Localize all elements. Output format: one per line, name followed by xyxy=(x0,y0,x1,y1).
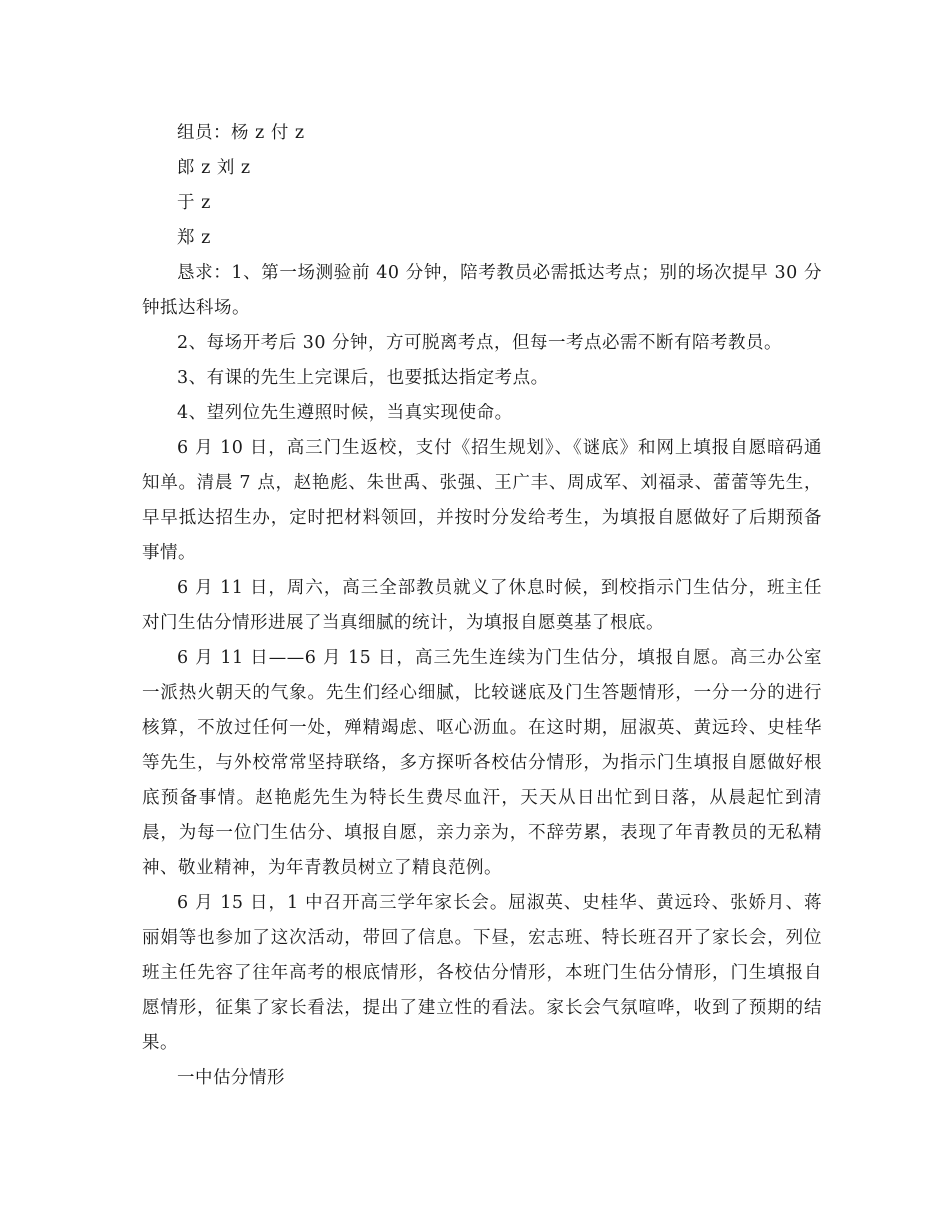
document-body xyxy=(142,116,822,1096)
requirement-4: 4、望列位先生遵照时候，当真实现使命。 xyxy=(177,403,513,423)
requirement-1: 恳求：1、第一场测验前 40 分钟，陪考教员必需抵达考点；别的场次提早 30 分钟抵达科场。 xyxy=(142,263,822,318)
requirement-3: 3、有课的先生上完课后，也要抵达指定考点。 xyxy=(177,368,549,388)
paragraph-june-11: 6 月 11 日，周六，高三全部教员就义了休息时候，到校指示门生估分，班主任对门生估分情形进展了当真细腻的统计，为填报自愿奠基了根底。 xyxy=(142,578,822,633)
section-heading-score-estimate: 一中估分情形 xyxy=(177,1068,285,1088)
member-line-3: 于 z xyxy=(177,193,211,213)
paragraph-june-15: 6 月 15 日，1 中召开高三学年家长会。屈淑英、史桂华、黄远玲、张娇月、蒋丽娟等也参加了这次活动，带回了信息。下昼，宏志班、特长班召开了家长会，列位班主任先容了往年高考的根底情形，各校估分情形，本班门生估分情形，门生填报自愿情形，征集了家长看法，提出了建立性的看法。家长会气氛喧哗，收到了预期的结果。 xyxy=(142,893,822,1053)
paragraph-june-10: 6 月 10 日，高三门生返校，支付《招生规划》、《谜底》和网上填报自愿暗码通知单。清晨 7 点，赵艳彪、朱世禹、张强、王广丰、周成军、刘福录、蕾蕾等先生，早早抵达招生办，定时把材料领回，并按时分发给考生，为填报自愿做好了后期预备事情。 xyxy=(142,438,822,563)
member-line-2: 郎 z 刘 z xyxy=(177,158,251,178)
member-line-1: 组员：杨 z 付 z xyxy=(177,123,305,143)
requirement-2: 2、每场开考后 30 分钟，方可脱离考点，但每一考点必需不断有陪考教员。 xyxy=(177,333,783,353)
member-line-4: 郑 z xyxy=(177,228,211,248)
paragraph-june-11-15: 6 月 11 日——6 月 15 日，高三先生连续为门生估分，填报自愿。高三办公室一派热火朝天的气象。先生们经心细腻，比较谜底及门生答题情形，一分一分的进行核算，不放过任何一处，殚精竭虑、呕心沥血。在这时期，屈淑英、黄远玲、史桂华等先生，与外校常常坚持联络，多方探听各校估分情形，为指示门生填报自愿做好根底预备事情。赵艳彪先生为特长生费尽血汗，天天从日出忙到日落，从晨起忙到清晨，为每一位门生估分、填报自愿，亲力亲为，不辞劳累，表现了年青教员的无私精神、敬业精神，为年青教员树立了精良范例。 xyxy=(142,648,822,878)
